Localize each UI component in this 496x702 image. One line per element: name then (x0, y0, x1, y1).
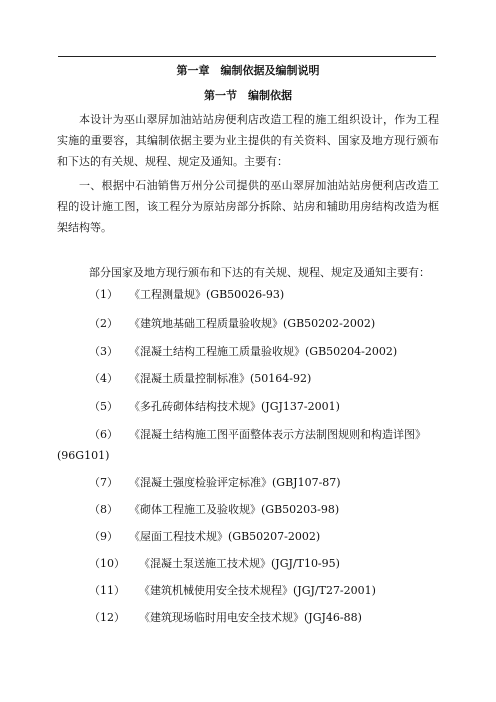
list-item-number: （7） (89, 476, 118, 489)
list-item-text: 《砌体工程施工及验收规》(GB50203-98) (129, 503, 340, 516)
list-item-text: 《屋面工程技术规》(GB50207-2002) (129, 530, 321, 543)
list-item (57, 553, 441, 574)
intro-paragraph: 本设计为巫山翠屏加油站站房便利店改造工程的施工组织设计，作为工程实施的重要容，其编制依据主要为业主提供的有关资料、国家及地方现行颁布和下达的有关规、规程、规定及通知。主要有： (57, 113, 439, 168)
list-item-text: 《混凝土结构施工图平面整体表示方法制图规则和构造详图》(96G101) (57, 428, 426, 462)
list-item-text: 《混凝土结构工程施工质量验收规》(GB50204-2002) (129, 345, 398, 358)
list-item-text: 《建筑机械使用安全技术规程》(JGJ/T27-2001) (139, 584, 376, 597)
list-item (57, 341, 441, 362)
list-item (57, 313, 441, 334)
list-item-text: 《建筑现场临时用电安全技术规》(JGJ46-88) (139, 611, 362, 624)
list-item-number: （1） (89, 288, 118, 301)
list-item (57, 499, 441, 520)
list-item-text: 《混凝土泵送施工技术规》(JGJ/T10-95) (139, 557, 340, 570)
list-item-number: （8） (89, 503, 118, 516)
list-item-text: 《混凝土强度检验评定标准》(GBJ107-87) (129, 476, 341, 489)
list-item (57, 284, 441, 305)
chapter-title: 第一章 编制依据及编制说明 (176, 64, 320, 77)
list-intro-paragraph: 部分国家及地方现行颁布和下达的有关规、规程、规定及通知主要有： (89, 266, 430, 279)
list-item (57, 580, 441, 601)
basis-paragraph: 一、根据中石油销售万州分公司提供的巫山翠屏加油站站房便利店改造工程的设计施工图，该工程分为原站房部分拆除、站房和辅助用房结构改造为框架结构等。 (57, 179, 439, 234)
list-item (57, 424, 441, 466)
list-item-number: （2） (89, 317, 118, 330)
list-item-number: （9） (89, 530, 118, 543)
list-item-text: 《工程测量规》(GB50026-93) (129, 288, 285, 301)
list-item-number: （5） (89, 400, 118, 413)
list-item (57, 396, 441, 417)
header-rule (58, 56, 436, 57)
list-item (57, 368, 441, 389)
list-item-text: 《建筑地基础工程质量验收规》(GB50202-2002) (129, 317, 376, 330)
section-title: 第一节 编制依据 (204, 89, 292, 102)
list-item-number: （3） (89, 345, 118, 358)
list-item-text: 《混凝土质量控制标准》(50164-92) (129, 372, 312, 385)
list-item-number: （6） (89, 428, 118, 441)
list-item-number: （10） (89, 557, 125, 570)
list-item-number: （12） (89, 611, 125, 624)
list-item-text: 《多孔砖砌体结构技术规》(JGJ137-2001) (129, 400, 340, 413)
list-item-number: （4） (89, 372, 118, 385)
list-item-number: （11） (89, 584, 125, 597)
list-item (57, 607, 441, 628)
list-item (57, 526, 441, 547)
list-item (57, 472, 441, 493)
